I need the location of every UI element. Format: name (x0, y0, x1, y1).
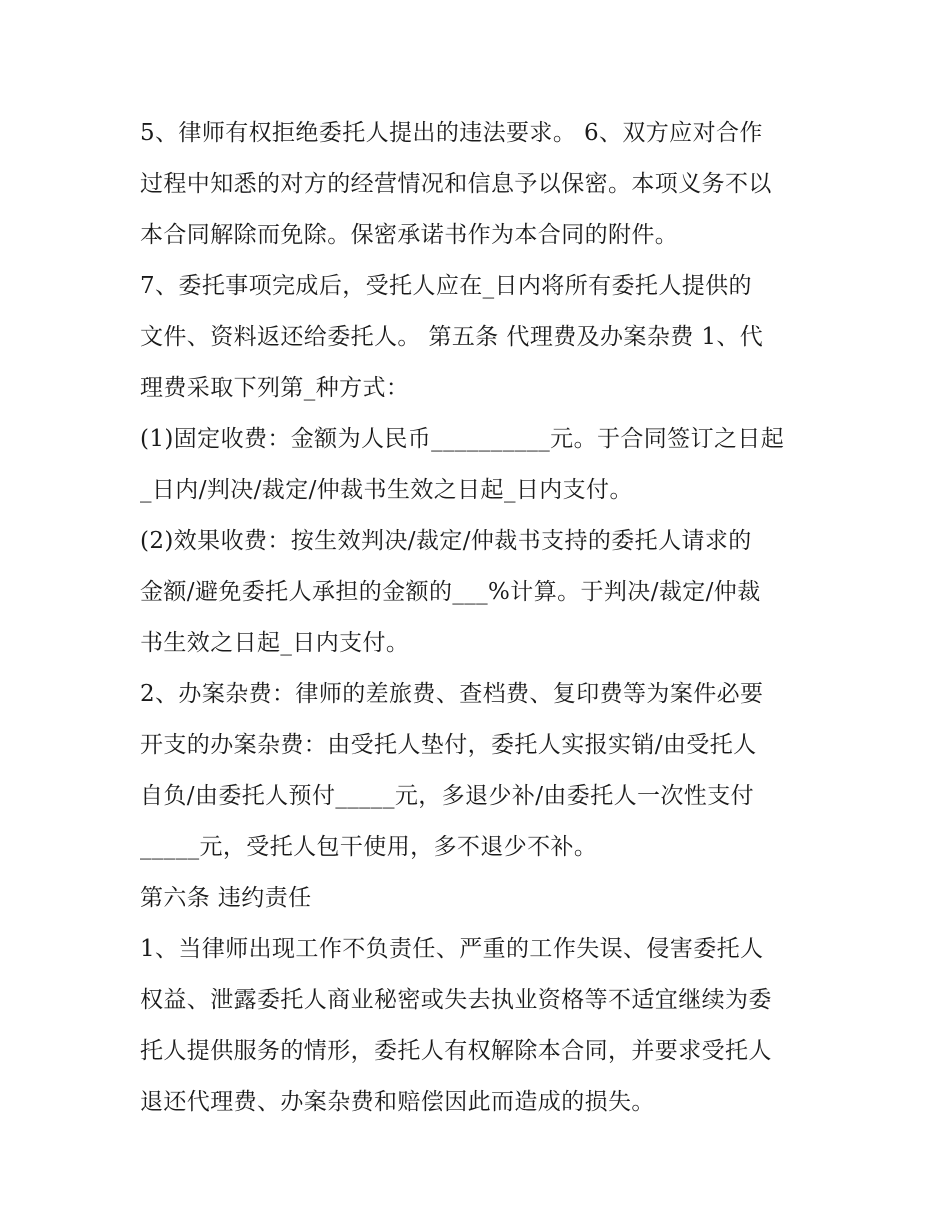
text-line: 金额/避免委托人承担的金额的___%计算。于判决/裁定/仲裁 (140, 579, 761, 605)
text-line: 7、委托事项完成后，受托人应在_日内将所有委托人提供的 (140, 273, 752, 299)
section-heading: 第六条 违约责任 (140, 885, 312, 911)
text-line: 开支的办案杂费：由受托人垫付，委托人实报实销/由受托人 (140, 732, 757, 758)
text-line: 自负/由委托人预付_____元，多退少补/由委托人一次性支付 (140, 783, 754, 809)
text-line: 2、办案杂费：律师的差旅费、查档费、复印费等为案件必要 (140, 681, 764, 707)
text-line: 1、当律师出现工作不负责任、严重的工作失误、侵害委托人 (140, 936, 764, 962)
text-line: 退还代理费、办案杂费和赔偿因此而造成的损失。 (140, 1089, 655, 1115)
text-line: 理费采取下列第_种方式： (140, 375, 410, 401)
text-line: 文件、资料返还给委托人。 第五条 代理费及办案杂费 1、代 (140, 324, 764, 350)
text-line: _日内/判决/裁定/仲裁书生效之日起_日内支付。 (140, 477, 633, 503)
text-line: 书生效之日起_日内支付。 (140, 630, 410, 656)
text-line: 5、律师有权拒绝委托人提出的违法要求。 6、双方应对合作 (140, 120, 763, 146)
text-line: _____元，受托人包干使用，多不退少不补。 (140, 834, 598, 860)
text-line: (1)固定收费：金额为人民币__________元。于合同签订之日起 (140, 426, 785, 452)
document-body (140, 108, 820, 1128)
text-line: 托人提供服务的情形，委托人有权解除本合同，并要求受托人 (140, 1038, 772, 1064)
text-line: 本合同解除而免除。保密承诺书作为本合同的附件。 (140, 222, 679, 248)
text-line: 过程中知悉的对方的经营情况和信息予以保密。本项义务不以 (140, 171, 772, 197)
text-line: (2)效果收费：按生效判决/裁定/仲裁书支持的委托人请求的 (140, 528, 752, 554)
text-line: 权益、泄露委托人商业秘密或失去执业资格等不适宜继续为委 (140, 987, 772, 1013)
